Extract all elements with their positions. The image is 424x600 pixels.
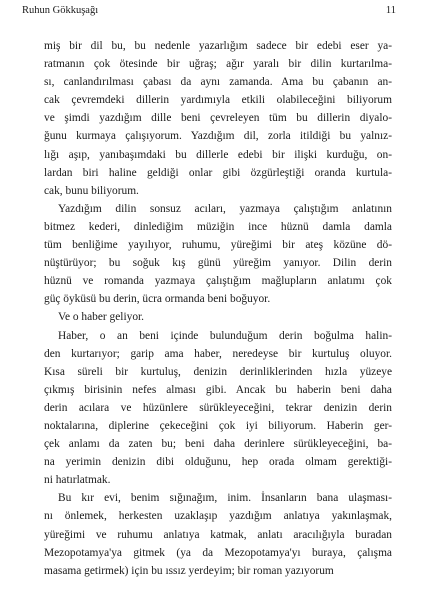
text-line: lardan biri haline geldiği onlar gibi özgürleştiği oranda kurtula- <box>44 166 392 179</box>
paragraph <box>44 37 392 200</box>
text-line: Kısa süreli bir kurtuluş, denizin derinliklerinden hızla yüzeye <box>44 365 392 378</box>
text-line: yüreğimi ve ruhumu anlatıya katmak, anlatı aracılığıyla buradan <box>44 528 392 541</box>
page-number: 11 <box>385 5 396 16</box>
text-line: cak, bunu biliyorum. <box>44 184 139 197</box>
text-line: Ve o haber geliyor. <box>58 311 145 324</box>
text-line: lığı aşıp, yanıbaşımdaki bu dillerle edebi bir ilişki kurduğu, on- <box>44 148 392 161</box>
text-line: na yerimin denizin dibi olduğunu, hep orada olmam gerektiği- <box>44 456 392 469</box>
text-line: çek anlamı da zaten bu; beni daha derinlere sürükleyeceğini, ba- <box>44 438 392 451</box>
text-line: ni hatırlatmak. <box>44 474 111 487</box>
text-line: ve şimdi yazdığım dille beni çevreleyen tüm bu dillerin diyalo- <box>44 112 392 125</box>
paragraph <box>44 308 392 326</box>
text-line: ğunu kurmaya çalışıyorum. Yazdığım dil, zorla itildiği bu yalnız- <box>44 130 392 143</box>
text-line: nı önlemek, herkesten uzaklaşıp yazdığım anlatıya yakınlaşmak, <box>44 510 392 523</box>
book-title: Ruhun Gökkuşağı <box>22 5 99 16</box>
text-line: den kurtarıyor; garip ama haber, neredeyse bir kurtuluş oluyor. <box>44 347 392 360</box>
text-line: Haber, o an beni içinde bulunduğum derin boğulma halin- <box>58 329 392 342</box>
text-line: noktalarına, diplerine çekeceğini çok iyi biliyorum. Haberin ger- <box>44 419 392 432</box>
text-line: Bu kır evi, benim sığınağım, inim. İnsanların bana ulaşması- <box>58 492 392 505</box>
text-line: Mezopotamya'ya gitmek (ya da Mezopotamya'yı buraya, çalışma <box>44 546 392 559</box>
body-text <box>44 37 392 580</box>
text-line: sı, canlandırılması çabası da aynı zamanda. Ama bu çabanın an- <box>44 76 392 89</box>
text-line: nüştürüyor; bu soğuk kış günü yüreğim yanıyor. Dilin derin <box>44 257 392 270</box>
text-line: çıkmış birisinin nefes alması gibi. Ancak bu haberin beni daha <box>44 383 392 396</box>
text-line: tüm benliğime yayılıyor, ruhumu, yüreğimi bir ateş közüne dö- <box>44 239 392 252</box>
text-line: masama getirmek) için bu ıssız yerdeyim; bir roman yazıyorum <box>44 564 334 577</box>
paragraph <box>44 489 392 579</box>
text-line: bitmez kederi, dinlediğim müziğin ince hüznü damla damla <box>44 220 392 233</box>
text-line: cak çevremdeki dillerin yardımıyla etkili olabileceğini biliyorum <box>44 94 392 107</box>
paragraph <box>44 200 392 309</box>
text-line: hüznü ve romanda yazmaya çalıştığım mağlupların anlatımı çok <box>44 275 392 288</box>
text-line: ratmanın çok ötesinde bir uğraş; ağır yaralı bir dilin kurtarılma- <box>44 58 392 71</box>
text-line: güç öyküsü bu derin, ücra ormanda beni boğuyor. <box>44 293 271 306</box>
paragraph <box>44 327 392 490</box>
running-head <box>22 4 396 18</box>
text-line: derin acılara ve hüzünlere sürükleyeceğini, tekrar denizin derin <box>44 401 392 414</box>
text-line: Yazdığım dilin sonsuz acıları, yazmaya çalıştığım anlatının <box>58 202 392 215</box>
text-line: miş bir dil bu, bu nedenle yazarlığım sadece bir edebi eser ya- <box>44 40 392 52</box>
